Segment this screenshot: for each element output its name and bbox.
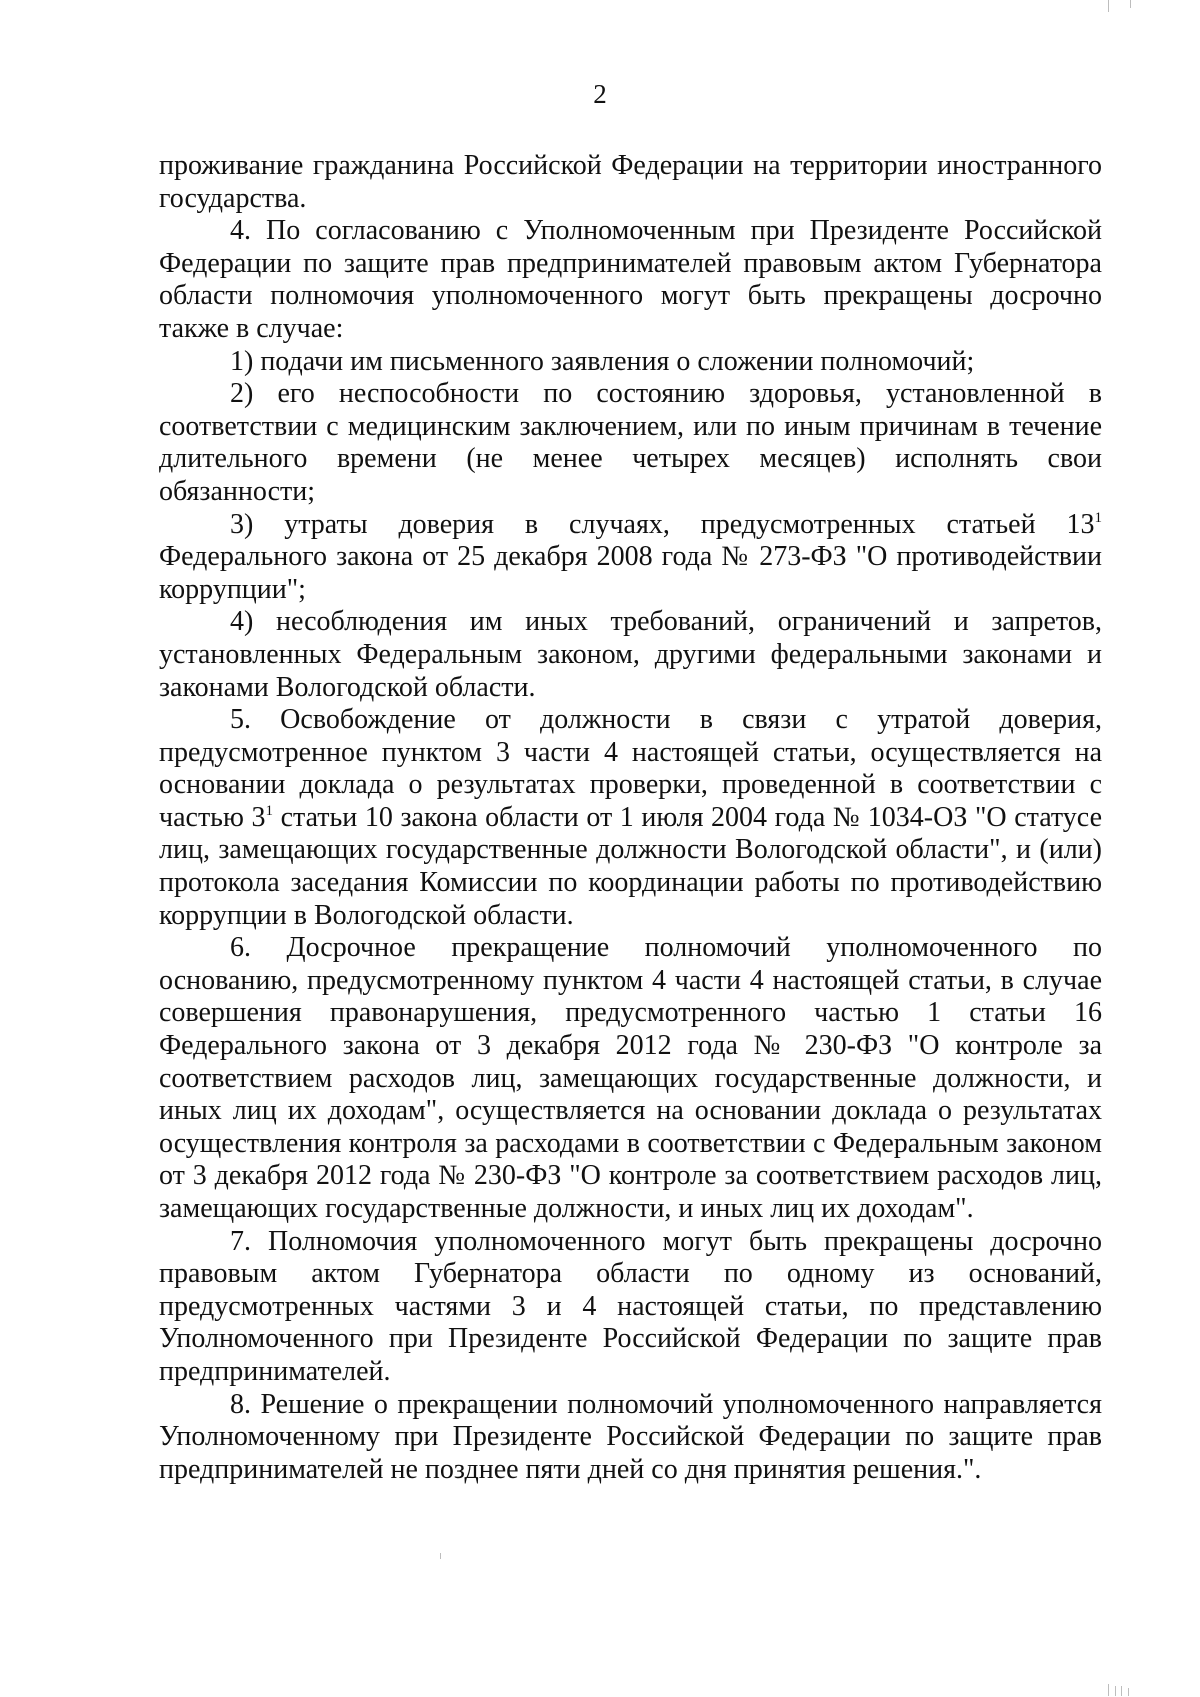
- scan-artifact-mark: [440, 1553, 441, 1559]
- paragraph-4-item-1: 1) подачи им письменного заявления о сложении полномочий;: [230, 345, 975, 377]
- paragraph-7: 7. Полномочия уполномоченного могут быть прекращены досрочно правовым актом Губернатора области по одному из оснований, предусмотренных частями 3 и 4 настоящей статьи, по представлению Уполномоченного при Президенте Российской Федерации по защите прав предпринимателей.: [159, 1225, 1102, 1387]
- paragraph-8: 8. Решение о прекращении полномочий уполномоченного направляется Уполномоченному при Президенте Российской Федерации по защите прав предпринимателей не позднее пяти дней со дня принятия решения.".: [159, 1388, 1102, 1485]
- paragraph-text-after-superscript: статьи 10 закона области от 1 июля 2004 года № 1034-ОЗ "О статусе лиц, замещающих государственные должности Вологодской области", и (или) протокола заседания Комиссии по координации работы по противодействию коррупции в Вологодской области.: [159, 801, 1102, 931]
- paragraph-4: 4. По согласованию с Уполномоченным при Президенте Российской Федерации по защите прав предпринимателей правовым актом Губернатора области полномочия уполномоченного могут быть прекращены досрочно также в случае:: [159, 215, 1102, 344]
- paragraph-5: [159, 704, 1102, 932]
- paragraph-4-item-3: [159, 509, 1102, 607]
- scan-artifact-mark: [1108, 0, 1109, 12]
- paragraph-text-before-superscript: 5. Освобождение от должности в связи с утратой доверия, предусмотренное пунктом 3 части 4 настоящей статьи, осуществляется на основании доклада о результатах проверки, проведенной в соответствии с частью 3: [159, 704, 1102, 833]
- paragraph-6: 6. Досрочное прекращение полномочий уполномоченного по основанию, предусмотренному пунктом 4 части 4 настоящей статьи, в случае совершения правонарушения, предусмотренного частью 1 статьи 16 Федерального закона от 3 декабря 2012 года № 230-ФЗ "О контроле за соответствием расходов лиц, замещающих государственные должности, и иных лиц их доходам", осуществляется на основании доклада о результатах осуществления контроля за расходами в соответствии с Федеральным законом от 3 декабря 2012 года № 230-ФЗ "О контроле за соответствием расходов лиц, замещающих государственные должности, и иных лиц их доходам".: [159, 932, 1102, 1224]
- scan-artifact-mark: [1128, 1688, 1129, 1696]
- scan-artifact-mark: [1108, 1684, 1109, 1696]
- page-number: 2: [593, 79, 607, 109]
- paragraph-text-before-superscript: 3) утраты доверия в случаях, предусмотренных статьей 13: [230, 508, 1095, 540]
- paragraph-text-after-superscript: Федерального закона от 25 декабря 2008 года № 273-ФЗ "О противодействии коррупции";: [159, 541, 1102, 605]
- paragraph-4-item-2: 2) его неспособности по состоянию здоровья, установленной в соответствии с медицинским заключением, или по иным причинам в течение длительного времени (не менее четырех месяцев) исполнять свои обязанности;: [159, 378, 1102, 507]
- paragraph-4-item-4: 4) несоблюдения им иных требований, ограничений и запретов, установленных Федеральным законом, другими федеральными законами и законами Вологодской области.: [159, 606, 1102, 703]
- document-body: [159, 150, 1102, 1486]
- superscript: 1: [1094, 509, 1102, 526]
- superscript: 1: [265, 802, 273, 819]
- scan-artifact-mark: [1115, 1686, 1116, 1696]
- paragraph-continuation: проживание гражданина Российской Федерации на территории иностранного государства.: [159, 150, 1102, 214]
- scan-artifact-mark: [1121, 1686, 1122, 1696]
- scan-artifact-mark: [1130, 0, 1131, 8]
